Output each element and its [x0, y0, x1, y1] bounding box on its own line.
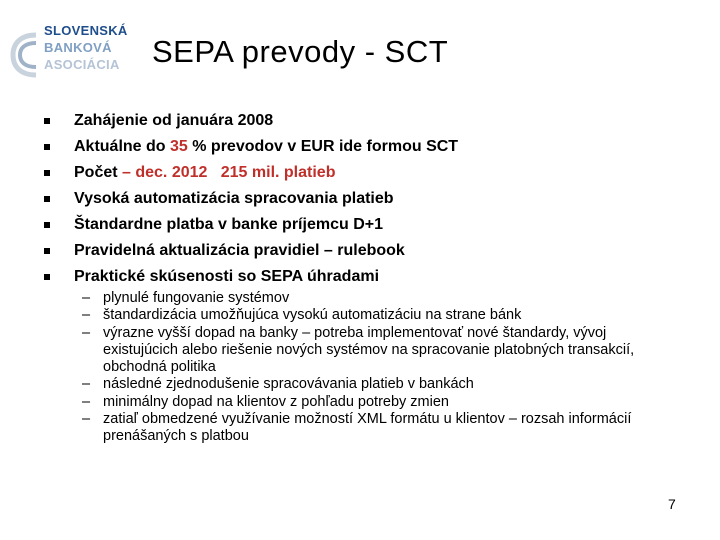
sub-bullet-item: – minimálny dopad na klientov z pohľadu potreby zmien — [82, 393, 449, 410]
square-bullet-icon — [44, 248, 50, 254]
logo-line-2: BANKOVÁ — [44, 40, 112, 55]
square-bullet-icon — [44, 118, 50, 124]
dash-marker: – — [82, 411, 91, 428]
bullet-item: Zahájenie od januára 2008 — [44, 108, 458, 134]
main-bullet-list — [44, 108, 458, 290]
association-logo — [10, 22, 128, 86]
dash-marker: – — [82, 324, 91, 341]
logo-line-1: SLOVENSKÁ — [44, 23, 128, 38]
bullet-item: Pravidelná aktualizácia pravidiel – rulebook — [44, 238, 458, 264]
sub-bullet-item: – plynulé fungovanie systémov — [82, 290, 290, 306]
logo-line-3: ASOCIÁCIA — [44, 57, 120, 72]
sub-bullet-item: – štandardizácia umožňujúca vysokú automatizáciu na strane bánk — [82, 307, 522, 324]
sub-bullet-list — [82, 290, 682, 446]
square-bullet-icon — [44, 274, 50, 280]
dash-marker: – — [82, 307, 91, 324]
dash-marker: – — [82, 376, 91, 393]
slide-title: SEPA prevody - SCT — [152, 34, 449, 69]
logo-mark-icon — [10, 32, 40, 78]
sub-bullet-item: – následné zjednodušenie spracovávania platieb v bankách — [82, 376, 474, 393]
bullet-item: Vysoká automatizácia spracovania platieb — [44, 186, 458, 212]
sub-bullet-item: – zatiaľ obmedzené využívanie možností XML formátu u klientov – rozsah informácií prenášaných s platbou — [82, 411, 632, 445]
square-bullet-icon — [44, 144, 50, 150]
highlight-value: 35 — [170, 138, 188, 155]
square-bullet-icon — [44, 170, 50, 176]
bullet-item: Štandardne platba v banke príjemcu D+1 — [44, 212, 458, 238]
dash-marker: – — [82, 290, 91, 306]
sub-bullet-item: – výrazne vyšší dopad na banky – potreba implementovať nové štandardy, vývoj existujúcich alebo riešenie nových systémov na spracovanie platobných transakcií, obchodná politika — [82, 324, 635, 376]
dash-marker: – — [82, 393, 91, 410]
square-bullet-icon — [44, 222, 50, 228]
page-number: 7 — [668, 496, 676, 512]
bullet-item: Počet – dec. 2012 215 mil. platieb — [44, 160, 458, 186]
bullet-item: Aktuálne do 35 % prevodov v EUR ide formou SCT — [44, 134, 458, 160]
bullet-item: Praktické skúsenosti so SEPA úhradami — [44, 264, 458, 290]
square-bullet-icon — [44, 196, 50, 202]
highlight-value: – dec. 2012 215 mil. platieb — [122, 164, 336, 181]
